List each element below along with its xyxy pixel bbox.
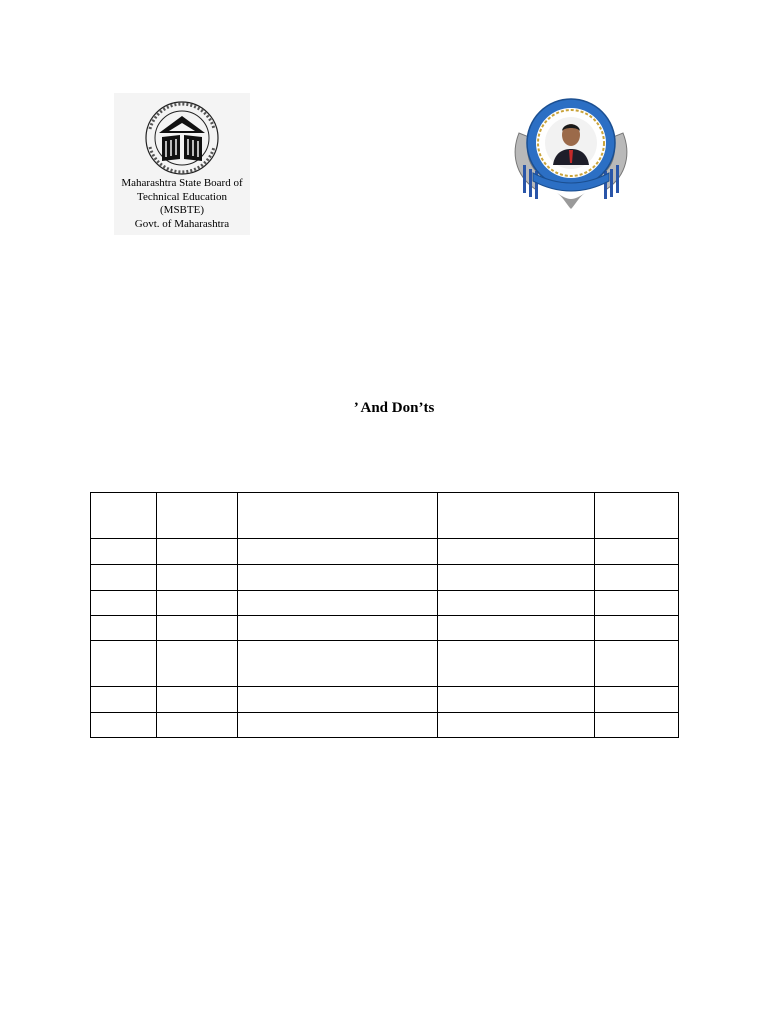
table-row [91,641,679,687]
table-cell [594,565,678,591]
table-row [91,565,679,591]
table-cell [156,687,237,713]
table-cell [91,616,157,641]
table-cell [594,493,678,539]
table-cell [91,641,157,687]
table-cell [91,565,157,591]
table-cell [237,641,437,687]
table-cell [437,539,594,565]
table-cell [156,565,237,591]
table-row [91,687,679,713]
table-cell [594,713,678,738]
table-cell [156,616,237,641]
table-cell [237,591,437,616]
dos-donts-table [90,492,679,738]
table-cell [437,616,594,641]
table-cell [594,641,678,687]
table-cell [156,641,237,687]
msbte-emblem-icon [136,99,228,177]
table-cell [156,713,237,738]
table-cell [91,713,157,738]
table-cell [437,591,594,616]
table-cell [594,687,678,713]
table-cell [437,565,594,591]
msbte-caption-line: Maharashtra State Board of [121,177,243,189]
table-cell [91,539,157,565]
table-row [91,591,679,616]
institute-logo [509,93,633,213]
msbte-caption-line: (MSBTE) [160,204,204,216]
table-cell [237,565,437,591]
table-cell [91,591,157,616]
table-row [91,616,679,641]
table-cell [437,493,594,539]
table-cell [237,687,437,713]
table-row [91,713,679,738]
table-row [91,539,679,565]
msbte-caption [114,177,250,231]
table-cell [594,591,678,616]
msbte-caption-line: Technical Education [137,190,227,203]
table-cell [437,687,594,713]
table-cell [594,616,678,641]
table-cell [237,539,437,565]
table-cell [437,713,594,738]
table-cell [91,493,157,539]
table-cell [156,591,237,616]
table-cell [156,493,237,539]
table-cell [237,493,437,539]
page-title-text: ’ And Don’ts [353,400,435,416]
msbte-logo [114,93,250,235]
table-cell [91,687,157,713]
institute-emblem-icon [509,93,633,213]
table-cell [237,713,437,738]
table-row [91,493,679,539]
table-cell [594,539,678,565]
msbte-caption-line: Govt. of Maharashtra [134,217,230,230]
table-cell [237,616,437,641]
table-cell [156,539,237,565]
table-cell [437,641,594,687]
page-title [0,400,768,417]
